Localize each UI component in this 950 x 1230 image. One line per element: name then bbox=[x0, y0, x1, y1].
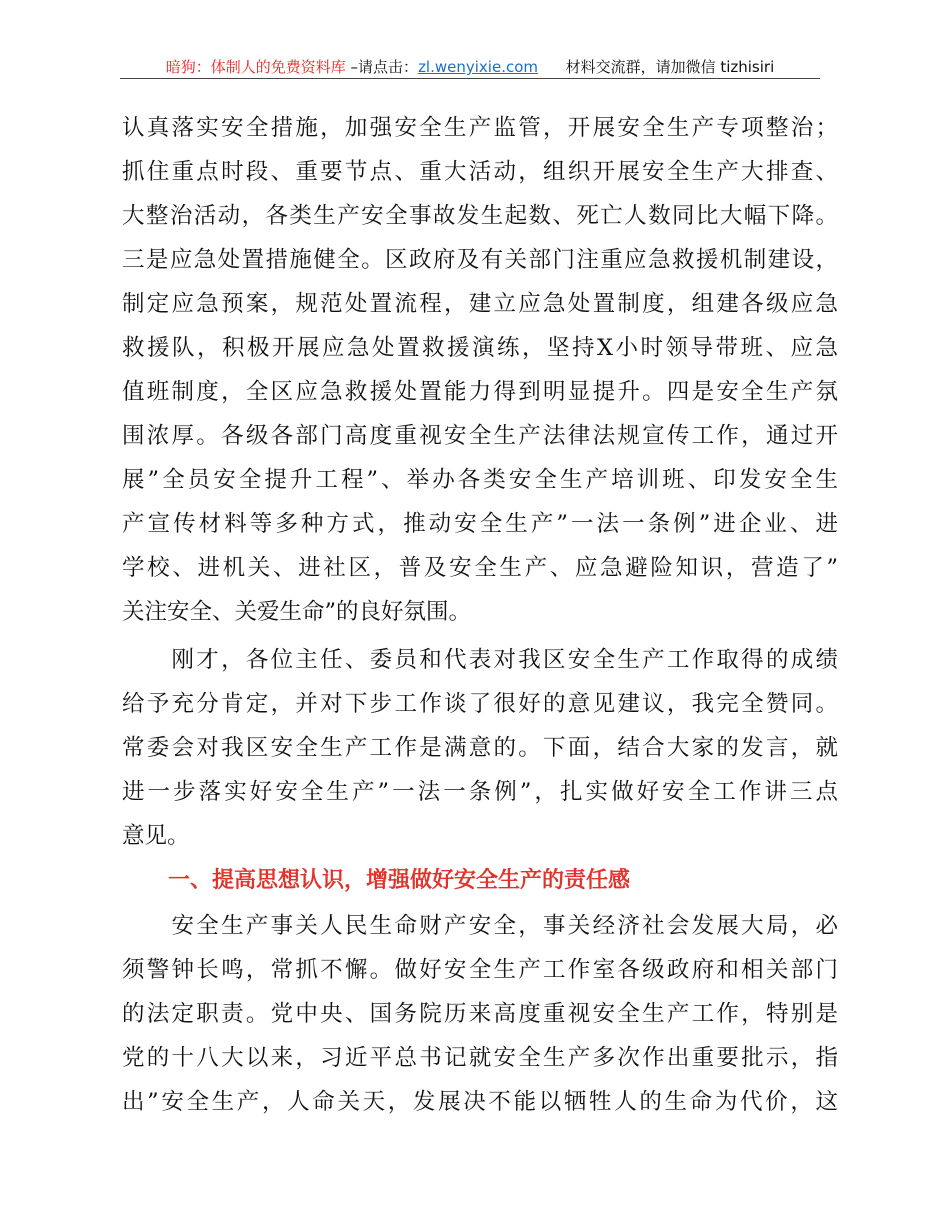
paragraph-1 bbox=[122, 106, 838, 634]
text-line: 展”全员安全提升工程”、举办各类安全生产培训班、印发安全生 bbox=[122, 467, 838, 493]
header-divider bbox=[120, 78, 820, 79]
text-line: 产宣传材料等多种方式，推动安全生产”一法一条例”进企业、进 bbox=[122, 511, 838, 537]
text-line: 给予充分肯定，并对下步工作谈了很好的意见建议，我完全赞同。 bbox=[122, 691, 838, 717]
text-line: 学校、进机关、进社区，普及安全生产、应急避险知识，营造了” bbox=[122, 555, 838, 581]
text-line: 值班制度，全区应急救援处置能力得到明显提升。四是安全生产氛 bbox=[122, 379, 838, 405]
text-line: 意见。 bbox=[122, 823, 190, 849]
site-name: 暗狗：体制人的免费资料库 bbox=[165, 58, 346, 76]
header-prompt: –请点击： bbox=[350, 58, 419, 76]
text-line: 出”安全生产，人命关天，发展决不能以牺牲人的生命为代价，这 bbox=[122, 1089, 838, 1115]
paragraph-2 bbox=[122, 638, 838, 858]
text-line: 的法定职责。党中央、国务院历来高度重视安全生产工作，特别是 bbox=[122, 1001, 838, 1027]
document-body bbox=[122, 106, 838, 1124]
text-line: 安全生产事关人民生命财产安全，事关经济社会发展大局，必 bbox=[122, 913, 838, 939]
section-heading: 一、提高思想认识，增强做好安全生产的责任感 bbox=[168, 868, 631, 893]
text-line: 关注安全、关爱生命”的良好氛围。 bbox=[122, 599, 472, 625]
text-line: 大整治活动，各类生产安全事故发生起数、死亡人数同比大幅下降。 bbox=[122, 203, 838, 229]
text-line: 刚才，各位主任、委员和代表对我区安全生产工作取得的成绩 bbox=[122, 647, 838, 673]
text-line: 党的十八大以来，习近平总书记就安全生产多次作出重要批示，指 bbox=[122, 1045, 838, 1071]
text-line: 常委会对我区安全生产工作是满意的。下面，结合大家的发言，就 bbox=[122, 735, 838, 761]
text-line: 须警钟长鸣，常抓不懈。做好安全生产工作室各级政府和相关部门 bbox=[122, 957, 838, 983]
text-line: 救援队，积极开展应急处置救援演练，坚持X小时领导带班、应急 bbox=[122, 335, 838, 361]
text-line: 制定应急预案，规范处置流程，建立应急处置制度，组建各级应急 bbox=[122, 291, 838, 317]
header-note: 材料交流群，请加微信 tizhisiri bbox=[565, 58, 775, 76]
text-line: 进一步落实好安全生产”一法一条例”，扎实做好安全工作讲三点 bbox=[122, 779, 838, 805]
text-line: 抓住重点时段、重要节点、重大活动，组织开展安全生产大排查、 bbox=[122, 159, 838, 185]
text-line: 认真落实安全措施，加强安全生产监管，开展安全生产专项整治； bbox=[122, 115, 838, 141]
site-link[interactable]: zl.wenyixie.com bbox=[418, 58, 538, 76]
text-line: 三是应急处置措施健全。区政府及有关部门注重应急救援机制建设， bbox=[122, 247, 838, 273]
page-header bbox=[120, 56, 820, 77]
text-line: 围浓厚。各级各部门高度重视安全生产法律法规宣传工作，通过开 bbox=[122, 423, 838, 449]
paragraph-3 bbox=[122, 904, 838, 1124]
